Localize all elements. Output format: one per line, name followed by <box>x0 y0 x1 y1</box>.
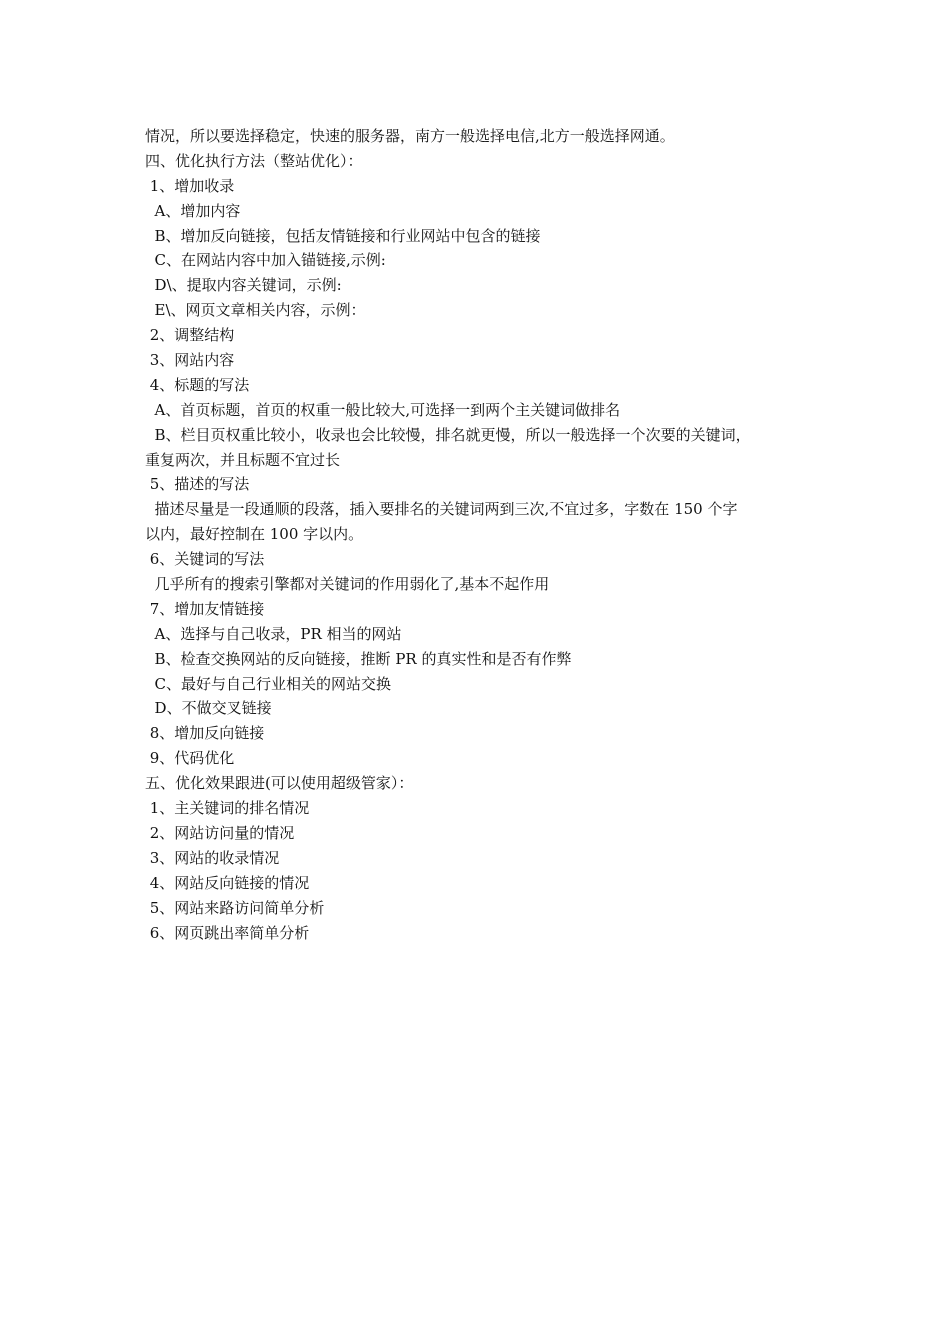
text-line: 以内，最好控制在 100 字以内。 <box>145 525 364 544</box>
section-heading: 五、优化效果跟进(可以使用超级管家）： <box>145 774 414 793</box>
list-item: D\、提取内容关键词，示例: <box>145 276 342 295</box>
list-item: A、增加内容 <box>145 201 241 220</box>
list-item: C、最好与自己行业相关的网站交换 <box>145 674 392 693</box>
list-item: 1、增加收录 <box>145 176 235 195</box>
list-item: A、首页标题，首页的权重一般比较大,可选择一到两个主关键词做排名 <box>145 400 621 419</box>
text-line: 情况，所以要选择稳定，快速的服务器，南方一般选择电信,北方一般选择网通。 <box>145 127 675 145</box>
document-body <box>145 124 825 945</box>
list-item: D、不做交叉链接 <box>145 699 272 718</box>
list-item: 3、网站的收录情况 <box>145 848 280 867</box>
list-item: 4、网站反向链接的情况 <box>145 873 310 892</box>
list-item: 5、网站来路访问简单分析 <box>145 898 325 917</box>
list-item: 7、增加友情链接 <box>145 599 265 618</box>
text-line: 描述尽量是一段通顺的段落，插入要排名的关键词两到三次,不宜过多，字数在 150 个字 <box>145 500 738 519</box>
text-line: 重复两次，并且标题不宜过长 <box>145 450 341 469</box>
list-item: C、在网站内容中加入锚链接,示例: <box>145 251 386 270</box>
list-item: B、栏目页权重比较小，收录也会比较慢，排名就更慢，所以一般选择一个次要的关键词， <box>145 425 751 444</box>
list-item: E\、网页文章相关内容，示例： <box>145 301 366 320</box>
list-item: 2、网站访问量的情况 <box>145 823 295 842</box>
list-item: 3、网站内容 <box>145 351 235 370</box>
text-line: 几乎所有的搜索引擎都对关键词的作用弱化了,基本不起作用 <box>145 575 550 594</box>
list-item: 5、描述的写法 <box>145 475 250 494</box>
list-item: B、增加反向链接，包括友情链接和行业网站中包含的链接 <box>145 226 541 245</box>
list-item: 1、主关键词的排名情况 <box>145 799 310 818</box>
list-item: 6、网页跳出率简单分析 <box>145 923 310 942</box>
list-item: 8、增加反向链接 <box>145 724 265 743</box>
section-heading: 四、优化执行方法（整站优化）： <box>145 151 363 170</box>
list-item: 6、关键词的写法 <box>145 550 265 569</box>
list-item: B、检查交换网站的反向链接，推断 PR 的真实性和是否有作弊 <box>145 649 572 668</box>
list-item: 4、标题的写法 <box>145 375 250 394</box>
list-item: A、选择与自己收录，PR 相当的网站 <box>145 624 402 643</box>
list-item: 9、代码优化 <box>145 749 235 768</box>
list-item: 2、调整结构 <box>145 326 235 345</box>
